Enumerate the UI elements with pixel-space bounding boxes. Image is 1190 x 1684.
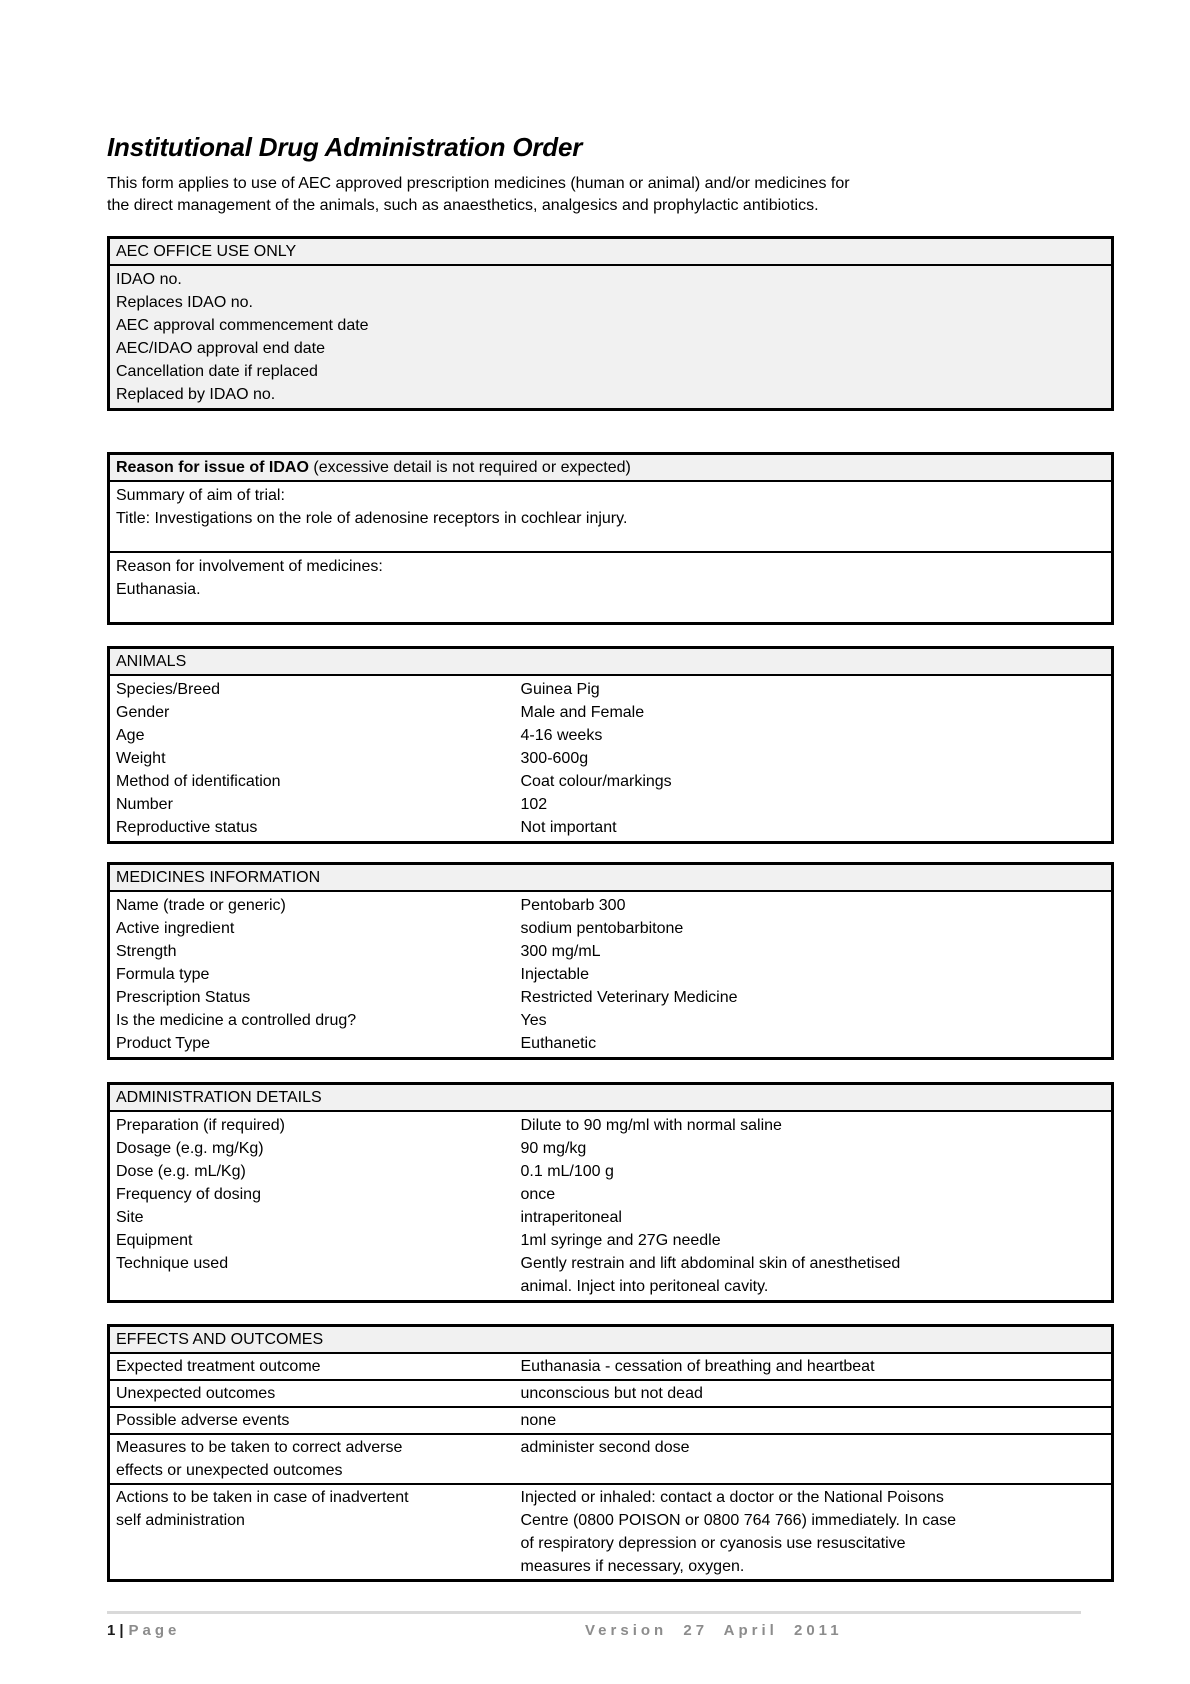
field-label: Prescription Status — [116, 989, 251, 1006]
table-row — [109, 1229, 1113, 1252]
table-row — [109, 940, 1113, 963]
field-label-line: effects or unexpected outcomes — [116, 1462, 343, 1479]
field-value: 1ml syringe and 27G needle — [520, 1232, 721, 1249]
field-label: Strength — [116, 943, 177, 960]
table-row — [109, 963, 1113, 986]
field-label: Name (trade or generic) — [116, 897, 286, 914]
section-header-aec-office: AEC OFFICE USE ONLY — [109, 238, 1113, 266]
field-label: Unexpected outcomes — [109, 1380, 515, 1407]
table-row — [109, 793, 1113, 816]
table-row — [109, 1160, 1113, 1183]
field-value-line: of respiratory depression or cyanosis use resuscitative — [520, 1535, 906, 1552]
field-value-line: animal. Inject into peritoneal cavity. — [520, 1278, 769, 1295]
field-value-line: Gently restrain and lift abdominal skin of anesthetised — [520, 1255, 901, 1272]
page-word-label: Page — [128, 1622, 181, 1639]
field-label: Product Type — [116, 1035, 210, 1052]
field-label: IDAO no. — [109, 265, 1113, 291]
section-header-effects: EFFECTS AND OUTCOMES — [109, 1326, 1113, 1354]
field-value: 102 — [520, 796, 548, 813]
table-row — [109, 1434, 1113, 1484]
document-page — [107, 0, 1114, 1641]
field-value: sodium pentobarbitone — [520, 920, 684, 937]
summary-of-aim-cell — [109, 481, 1113, 552]
field-value: administer second dose — [515, 1434, 1113, 1484]
table-row — [109, 383, 1113, 410]
field-label: Cancellation date if replaced — [109, 360, 1113, 383]
field-label: Preparation (if required) — [116, 1117, 285, 1134]
field-label: Reason for involvement of medicines: — [116, 558, 383, 575]
table-row — [109, 552, 1113, 624]
table-row — [109, 1380, 1113, 1407]
field-value: 300-600g — [520, 750, 589, 767]
field-value: Male and Female — [520, 704, 645, 721]
table-row — [109, 1009, 1113, 1032]
field-label: Formula type — [116, 966, 210, 983]
table-row — [109, 291, 1113, 314]
field-value — [515, 1252, 1113, 1302]
field-label: Frequency of dosing — [116, 1186, 261, 1203]
field-label: Replaces IDAO no. — [109, 291, 1113, 314]
field-label — [109, 1434, 515, 1484]
field-label: Is the medicine a controlled drug? — [116, 1012, 357, 1029]
field-value: 4-16 weeks — [520, 727, 603, 744]
field-value: 90 mg/kg — [520, 1140, 587, 1157]
table-row — [109, 770, 1113, 793]
field-value: Yes — [520, 1012, 547, 1029]
table-row — [109, 314, 1113, 337]
intro-line: the direct management of the animals, such as anaesthetics, analgesics and prophylactic antibiotics. — [107, 197, 819, 214]
table-row — [109, 337, 1113, 360]
field-label: Weight — [116, 750, 166, 767]
field-label: AEC approval commencement date — [109, 314, 1113, 337]
field-value: Injectable — [520, 966, 589, 983]
table-row — [109, 265, 1113, 291]
field-value: 300 mg/mL — [520, 943, 601, 960]
table-row — [109, 701, 1113, 724]
page-title: Institutional Drug Administration Order — [107, 132, 583, 162]
table-row — [109, 1353, 1113, 1380]
table-row — [109, 986, 1113, 1009]
table-row — [109, 360, 1113, 383]
section-header-row — [109, 1084, 1113, 1112]
administration-details-table — [107, 1082, 1114, 1303]
table-row — [109, 675, 1113, 701]
section-header-animals: ANIMALS — [109, 648, 1113, 676]
field-label: AEC/IDAO approval end date — [109, 337, 1113, 360]
section-header-administration: ADMINISTRATION DETAILS — [109, 1084, 1113, 1112]
field-value: Euthanasia. — [116, 581, 201, 598]
table-row — [109, 891, 1113, 917]
section-header-medicines: MEDICINES INFORMATION — [109, 864, 1113, 892]
field-value: Guinea Pig — [520, 681, 600, 698]
field-value: none — [515, 1407, 1113, 1434]
field-value: Euthanasia - cessation of breathing and heartbeat — [515, 1353, 1113, 1380]
reason-involvement-cell — [109, 552, 1113, 624]
field-value: Not important — [520, 819, 617, 836]
effects-and-outcomes-table — [107, 1324, 1114, 1582]
table-row — [109, 1252, 1113, 1302]
table-row — [109, 917, 1113, 940]
section-header-row — [109, 864, 1113, 892]
page-footer — [107, 1621, 1114, 1641]
table-row — [109, 724, 1113, 747]
table-row — [109, 1484, 1113, 1581]
field-label: Summary of aim of trial: — [116, 487, 285, 504]
field-label: Reproductive status — [116, 819, 258, 836]
field-label: Dose (e.g. mL/Kg) — [116, 1163, 246, 1180]
field-label: Equipment — [116, 1232, 193, 1249]
table-row — [109, 1183, 1113, 1206]
page-number: 1 — [107, 1622, 118, 1639]
table-row — [109, 747, 1113, 770]
field-value-line: measures if necessary, oxygen. — [520, 1558, 745, 1575]
field-label: Active ingredient — [116, 920, 235, 937]
field-value: Restricted Veterinary Medicine — [520, 989, 738, 1006]
section-header-title: Reason for issue of IDAO — [116, 459, 309, 476]
field-value: Euthanetic — [520, 1035, 597, 1052]
field-value — [515, 1484, 1113, 1581]
field-label: Method of identification — [116, 773, 281, 790]
field-value: intraperitoneal — [520, 1209, 622, 1226]
table-row — [109, 481, 1113, 552]
field-value: Coat colour/markings — [520, 773, 672, 790]
table-row — [109, 1111, 1113, 1137]
field-label: Site — [116, 1209, 144, 1226]
field-label: Possible adverse events — [109, 1407, 515, 1434]
table-row — [109, 1032, 1113, 1059]
section-header-note: (excessive detail is not required or expected) — [308, 459, 631, 476]
section-header-row — [109, 454, 1113, 482]
medicines-information-table — [107, 862, 1114, 1060]
field-label: Species/Breed — [116, 681, 221, 698]
table-row — [109, 1206, 1113, 1229]
field-label: Age — [116, 727, 145, 744]
animals-table — [107, 646, 1114, 844]
field-label-line: Actions to be taken in case of inadvertent — [116, 1489, 409, 1506]
section-header-row — [109, 1326, 1113, 1354]
footer-separator: | — [119, 1622, 124, 1639]
field-label — [109, 1484, 515, 1581]
field-label: Gender — [116, 704, 170, 721]
field-label: Technique used — [116, 1255, 229, 1272]
field-value-line: Centre (0800 POISON or 0800 764 766) immediately. In case — [520, 1512, 956, 1529]
table-row — [109, 1137, 1113, 1160]
version-text: Version 27 April 2011 — [585, 1622, 843, 1639]
field-value-line: Injected or inhaled: contact a doctor or the National Poisons — [520, 1489, 944, 1506]
footer-rule — [107, 1611, 1081, 1614]
field-value: 0.1 mL/100 g — [520, 1163, 614, 1180]
section-header-row — [109, 238, 1113, 266]
field-label-line: self administration — [116, 1512, 245, 1529]
section-header-reason — [109, 454, 1113, 482]
intro-line: This form applies to use of AEC approved prescription medicines (human or animal) and/or medicines for — [107, 175, 850, 192]
reason-for-issue-table — [107, 452, 1114, 625]
field-value: unconscious but not dead — [515, 1380, 1113, 1407]
field-value: Title: Investigations on the role of adenosine receptors in cochlear injury. — [116, 510, 628, 527]
field-label: Dosage (e.g. mg/Kg) — [116, 1140, 264, 1157]
field-value: Dilute to 90 mg/ml with normal saline — [520, 1117, 782, 1134]
field-label: Number — [116, 796, 173, 813]
table-row — [109, 1407, 1113, 1434]
intro-paragraph — [107, 173, 1114, 217]
section-header-row — [109, 648, 1113, 676]
field-label: Expected treatment outcome — [109, 1353, 515, 1380]
aec-office-use-table — [107, 236, 1114, 411]
field-value: once — [520, 1186, 556, 1203]
field-value: Pentobarb 300 — [520, 897, 626, 914]
table-row — [109, 816, 1113, 843]
field-label-line: Measures to be taken to correct adverse — [116, 1439, 403, 1456]
field-label: Replaced by IDAO no. — [109, 383, 1113, 410]
